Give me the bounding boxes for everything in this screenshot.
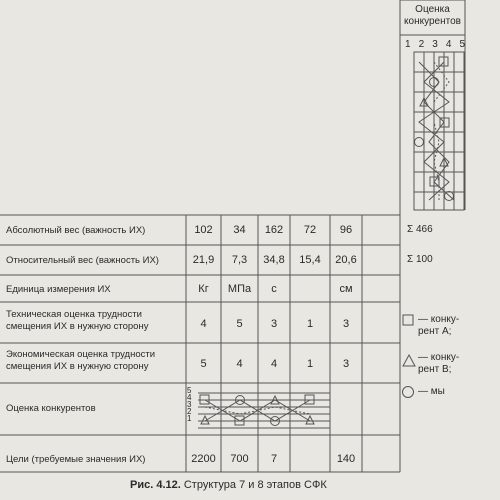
scale-5: 5 bbox=[459, 39, 465, 50]
table-cell: 96 bbox=[339, 224, 353, 236]
table-cell: 4 bbox=[236, 358, 243, 370]
row-label-unit: Единица измерения ИХ bbox=[6, 284, 111, 295]
row-label-economic-difficulty bbox=[6, 349, 155, 373]
table-cell: МПа bbox=[227, 283, 252, 295]
competitor-scale-labels bbox=[187, 387, 196, 422]
row-label-absolute-weight: Абсолютный вес (важность ИХ) bbox=[6, 225, 146, 236]
table-cell: 15,4 bbox=[299, 254, 321, 266]
table-cell: 72 bbox=[303, 224, 317, 236]
scale-2: 2 bbox=[418, 39, 425, 50]
table-cell: см bbox=[339, 283, 353, 295]
table-cell: 21,9 bbox=[192, 254, 215, 266]
table-cell: 7 bbox=[270, 453, 278, 465]
competitor-rating-header bbox=[400, 4, 465, 28]
label-line: Техническая оценка трудности bbox=[6, 309, 142, 320]
legend-line: — конку- bbox=[418, 352, 460, 363]
scale-label: 2 bbox=[187, 407, 192, 416]
table-cell: 1 bbox=[306, 358, 314, 370]
sum-relative-weight: Σ 100 bbox=[407, 254, 433, 265]
table-cell: 2200 bbox=[191, 453, 216, 465]
table-cell: 5 bbox=[236, 318, 243, 330]
row-label-competitor-rating: Оценка конкурентов bbox=[6, 403, 96, 414]
table-cell: 4 bbox=[200, 318, 207, 330]
scale-label: 4 bbox=[187, 393, 192, 402]
scale-label: 3 bbox=[187, 400, 192, 409]
legend-competitor-b bbox=[418, 352, 459, 376]
competitor-rating-title-line2: конкурентов bbox=[404, 16, 461, 27]
competitor-rating-scale bbox=[405, 39, 465, 50]
table-cell: 3 bbox=[270, 318, 278, 330]
table-cell: 1 bbox=[306, 318, 314, 330]
table-cell: 102 bbox=[194, 224, 213, 236]
legend-line: — конку- bbox=[418, 314, 460, 325]
table-cell: 3 bbox=[342, 358, 350, 370]
row-label-targets: Цели (требуемые значения ИХ) bbox=[6, 454, 146, 465]
legend-line: рент В; bbox=[418, 364, 452, 375]
legend-competitor-a bbox=[418, 314, 459, 338]
table-cell: 7,3 bbox=[231, 254, 248, 266]
table-cell: 34 bbox=[233, 224, 246, 236]
scale-label: 1 bbox=[187, 414, 192, 423]
scale-3: 3 bbox=[432, 39, 438, 50]
table-cell: 140 bbox=[336, 453, 356, 465]
table-cell: 700 bbox=[230, 453, 249, 465]
label-line: Экономическая оценка трудности bbox=[6, 349, 156, 360]
scale-4: 4 bbox=[445, 39, 452, 50]
sum-absolute-weight: Σ 466 bbox=[407, 224, 433, 235]
table-cell: 3 bbox=[342, 318, 350, 330]
table-cell: 34,8 bbox=[263, 254, 285, 266]
legend-us: — мы bbox=[418, 386, 445, 397]
row-label-technical-difficulty bbox=[6, 309, 148, 333]
table-cell: с bbox=[271, 283, 277, 295]
figure-number: Рис. 4.12. bbox=[130, 479, 181, 491]
scale-label: 5 bbox=[187, 386, 192, 395]
scale-1: 1 bbox=[405, 39, 411, 50]
label-line: смещения ИХ в нужную сторону bbox=[6, 321, 149, 332]
label-line: смещения ИХ в нужную сторону bbox=[6, 361, 149, 372]
table-cell: 20,6 bbox=[335, 254, 357, 266]
table-cell: 4 bbox=[270, 358, 278, 370]
figure-caption bbox=[130, 479, 327, 491]
table-cell: Кг bbox=[198, 283, 209, 295]
legend-line: рент А; bbox=[418, 326, 452, 337]
table-cell: 162 bbox=[264, 224, 284, 236]
competitor-rating-title-line1: Оценка bbox=[415, 4, 450, 15]
row-label-relative-weight: Относительный вес (важность ИХ) bbox=[6, 255, 159, 266]
table-cell: 5 bbox=[200, 358, 207, 370]
figure-title: Структура 7 и 8 этапов СФК bbox=[183, 479, 327, 491]
